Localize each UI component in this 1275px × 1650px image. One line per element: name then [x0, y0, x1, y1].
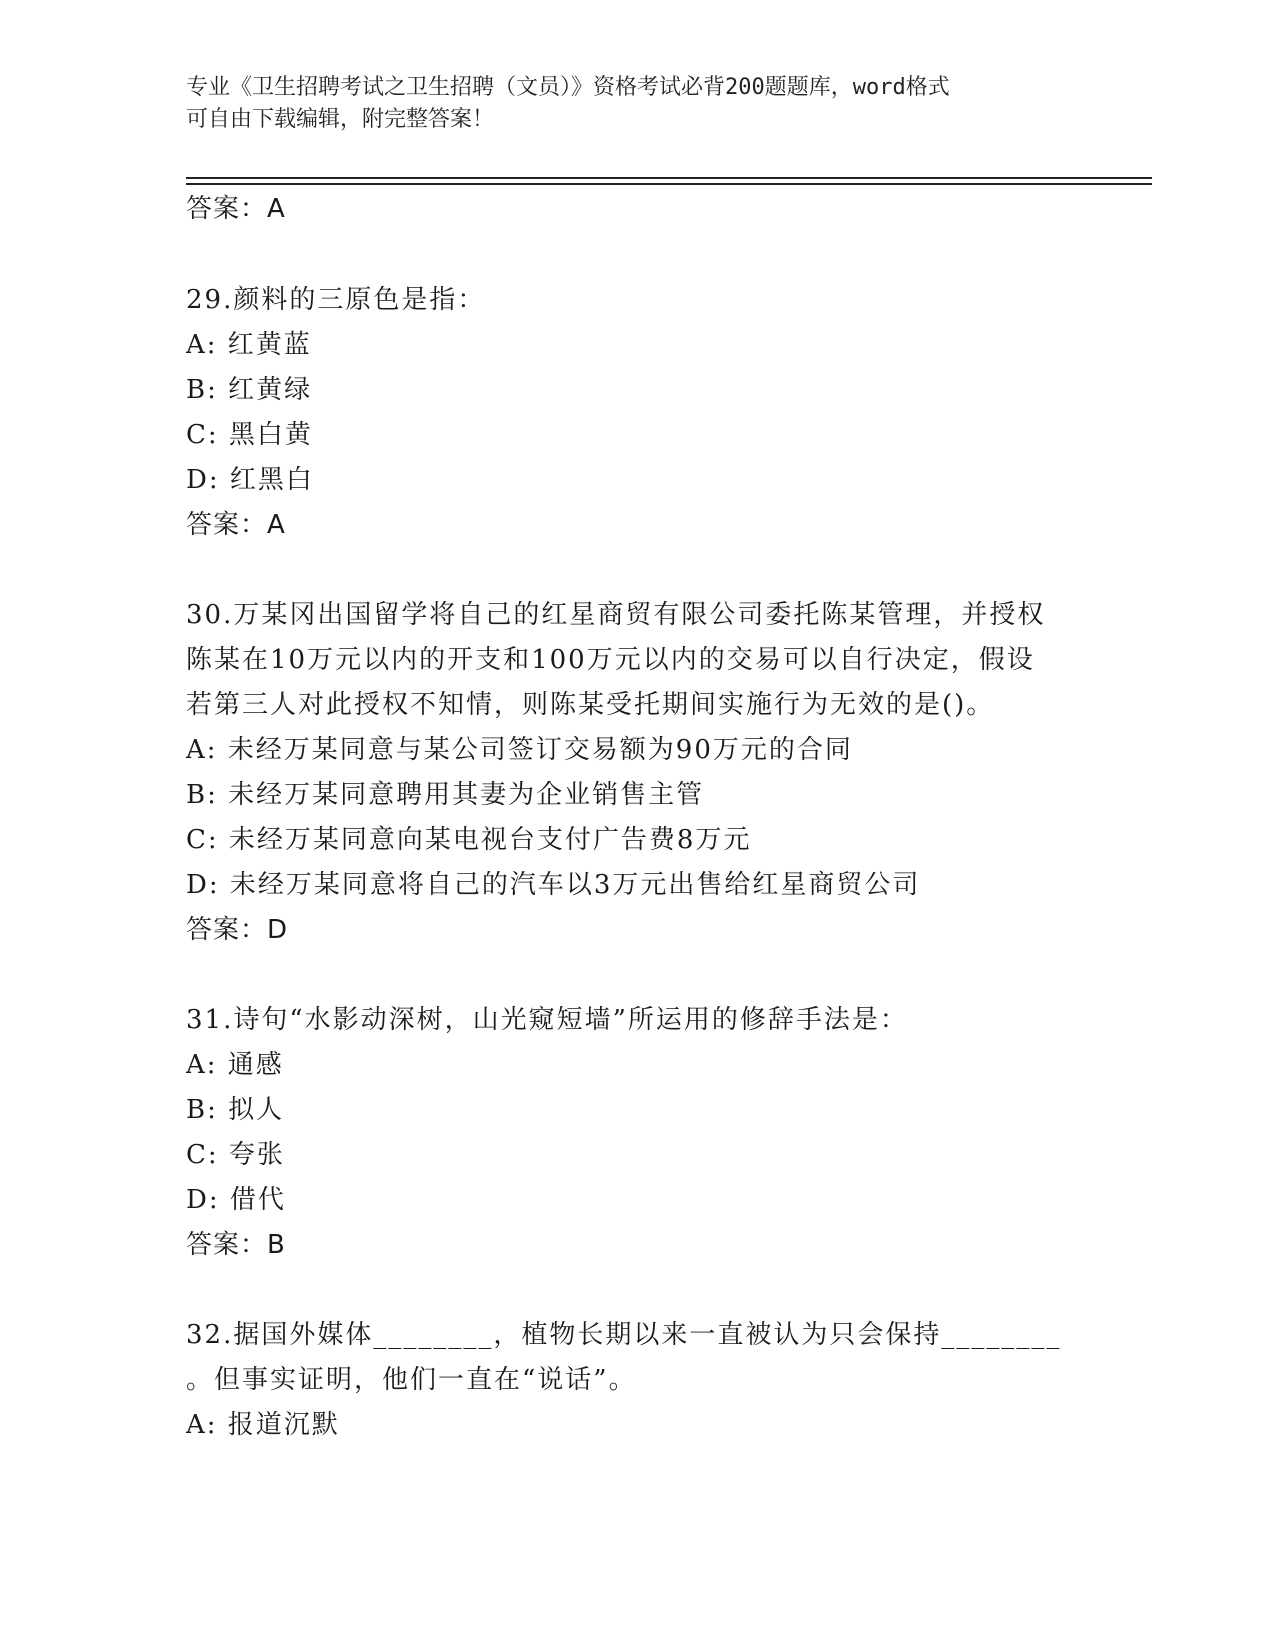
header-line-1: 专业《卫生招聘考试之卫生招聘（文员）》资格考试必背200题题库，word格式 — [186, 75, 950, 100]
option-c: C: 黑白黄 — [186, 420, 313, 450]
answer: 答案：A — [186, 510, 286, 540]
option-a: A: 报道沉默 — [186, 1410, 340, 1440]
header-divider-bottom — [186, 183, 1152, 185]
option-b: B: 红黄绿 — [186, 375, 313, 405]
header-line-2: 可自由下载编辑，附完整答案！ — [186, 107, 495, 132]
question-text-line-1: 30.万某冈出国留学将自己的红星商贸有限公司委托陈某管理，并授权 — [186, 600, 1046, 630]
option-a: A: 红黄蓝 — [186, 330, 312, 360]
option-c: C: 未经万某同意向某电视台支付广告费8万元 — [186, 825, 752, 855]
document-header — [186, 72, 1086, 136]
option-b: B: 未经万某同意聘用其妻为企业销售主管 — [186, 780, 705, 810]
question-text-line-2: 。但事实证明，他们一直在“说话”。 — [186, 1365, 637, 1395]
option-d: D: 红黑白 — [186, 465, 314, 495]
answer-28: 答案：A — [186, 194, 286, 224]
question-text-line-1: 32.据国外媒体________，植物长期以来一直被认为只会保持________ — [186, 1320, 1062, 1350]
option-c: C: 夸张 — [186, 1140, 285, 1170]
question-text-line-2: 陈某在10万元以内的开支和100万元以内的交易可以自行决定，假设 — [186, 645, 1035, 675]
question-text: 29.颜料的三原色是指： — [186, 285, 486, 315]
answer: 答案：B — [186, 1230, 286, 1260]
option-d: D: 借代 — [186, 1185, 286, 1215]
header-divider-top — [186, 177, 1152, 179]
option-b: B: 拟人 — [186, 1095, 285, 1125]
answer: 答案：D — [186, 915, 289, 945]
option-a: A: 通感 — [186, 1050, 284, 1080]
question-text: 31.诗句“水影动深树，山光窥短墙”所运用的修辞手法是： — [186, 1005, 908, 1035]
option-d: D: 未经万某同意将自己的汽车以3万元出售给红星商贸公司 — [186, 870, 921, 900]
question-text-line-3: 若第三人对此授权不知情，则陈某受托期间实施行为无效的是()。 — [186, 690, 995, 720]
option-a: A: 未经万某同意与某公司签订交易额为90万元的合同 — [186, 735, 853, 765]
